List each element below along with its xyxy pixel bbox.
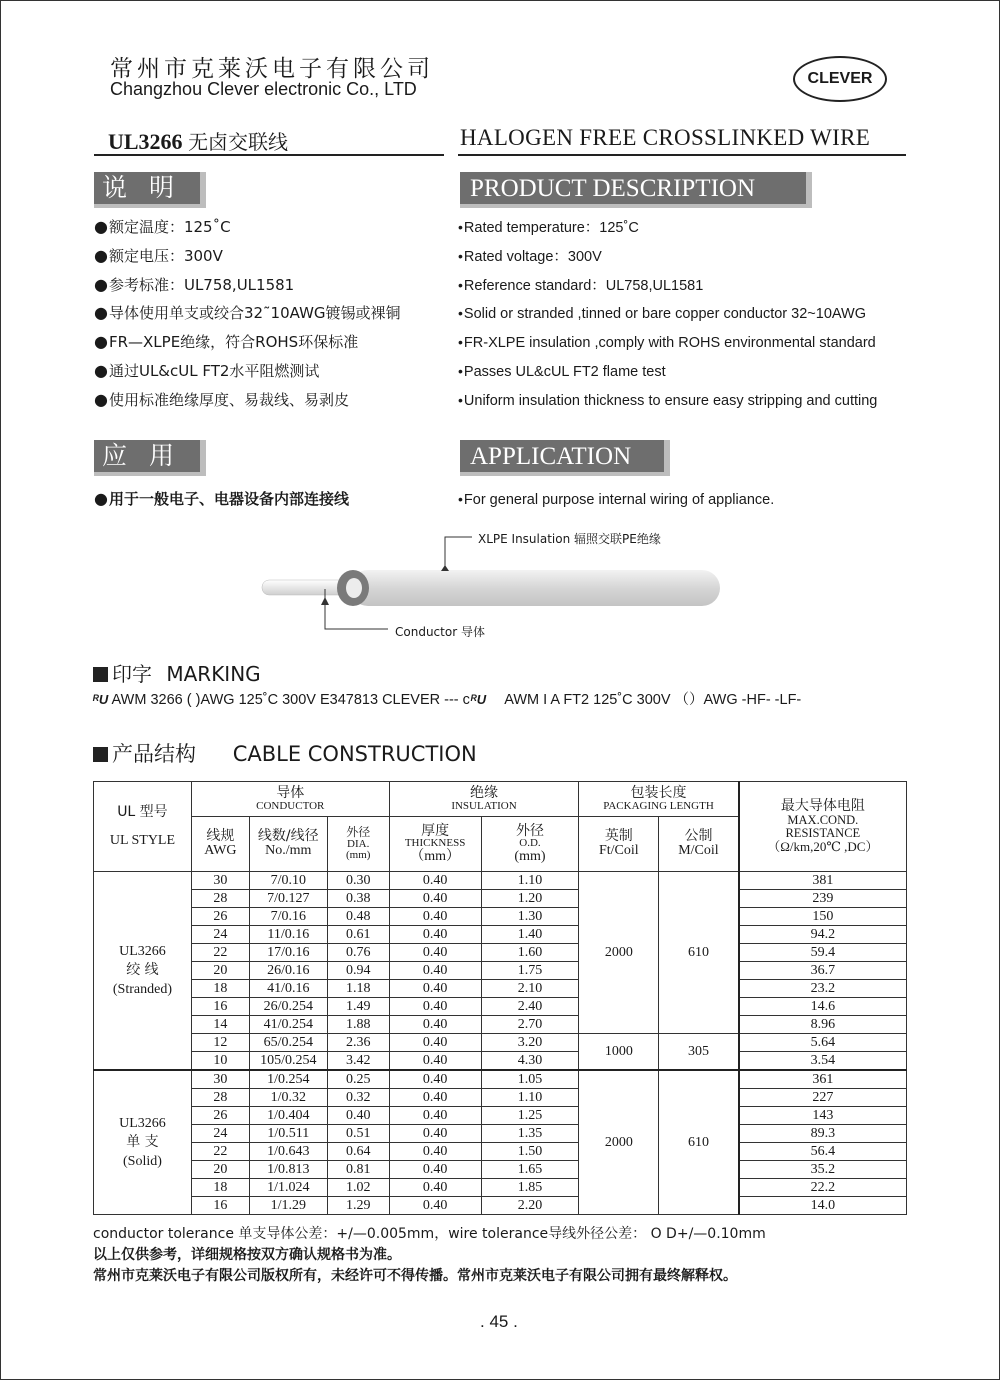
resistance-cell: 150	[739, 908, 907, 926]
table-cell: 3.20	[481, 1034, 579, 1052]
table-cell: 0.40	[327, 1107, 389, 1125]
page-number: . 45 .	[480, 1312, 518, 1331]
table-row	[94, 1143, 907, 1161]
resistance-cell: 3.54	[739, 1052, 907, 1071]
table-cell: 1/0.254	[249, 1070, 327, 1089]
insulation-label: XLPE Insulation 辐照交联PE绝缘	[478, 532, 661, 546]
table-cell: 22	[191, 1143, 249, 1161]
resistance-cell: 94.2	[739, 926, 907, 944]
table-cell: 28	[191, 890, 249, 908]
table-cell: 7/0.127	[249, 890, 327, 908]
table-cell: 17/0.16	[249, 944, 327, 962]
list-item: ● 使用标准绝缘厚度、易裁线、易剥皮	[94, 386, 401, 415]
table-cell: 0.40	[389, 980, 481, 998]
ft-coil-cell: 2000	[579, 1070, 659, 1215]
table-row	[94, 1107, 907, 1125]
conductor-label: Conductor 导体	[395, 625, 485, 639]
table-cell: 1.85	[481, 1179, 579, 1197]
table-row	[94, 890, 907, 908]
table-cell: 0.40	[389, 1070, 481, 1089]
resistance-cell: 14.0	[739, 1197, 907, 1215]
ft-coil-header: 英制 Ft/Coil	[579, 817, 659, 872]
list-item: • FR-XLPE insulation ,comply with ROHS environmental standard	[458, 328, 877, 357]
table-cell: 1.10	[481, 872, 579, 890]
table-cell: 0.40	[389, 926, 481, 944]
list-item: • Rated voltage：300V	[458, 242, 877, 271]
strand-header: 线数/线径 No./mm	[249, 817, 327, 872]
table-cell: 0.32	[327, 1089, 389, 1107]
list-item: ● FR—XLPE绝缘，符合ROHS环保标准	[94, 328, 401, 357]
table-cell: 0.40	[389, 1089, 481, 1107]
copyright-note: 常州市克莱沃电子有限公司版权所有，未经许可不得传播。常州市克莱沃电子有限公司拥有最终解释权。	[93, 1268, 737, 1284]
marking-heading-cn: 印字	[112, 662, 152, 686]
ul-style-header: UL 型号 UL STYLE	[94, 782, 192, 872]
table-row	[94, 1034, 907, 1052]
square-bullet-icon	[93, 667, 108, 682]
table-cell: 7/0.10	[249, 872, 327, 890]
title-rule-left	[94, 154, 444, 156]
application-list-cn	[94, 485, 349, 514]
table-cell: 18	[191, 1179, 249, 1197]
table-cell: 22	[191, 944, 249, 962]
company-name-cn: 常州市克莱沃电子有限公司	[110, 56, 434, 82]
table-cell: 0.40	[389, 908, 481, 926]
logo-text: CLEVER	[807, 70, 873, 87]
table-cell: 0.40	[389, 1197, 481, 1215]
description-list-cn	[94, 213, 401, 415]
table-cell: 0.40	[389, 944, 481, 962]
product-title-en: HALOGEN FREE CROSSLINKED WIRE	[460, 125, 871, 150]
table-cell: 2.40	[481, 998, 579, 1016]
table-cell: 1.29	[327, 1197, 389, 1215]
table-cell: 0.81	[327, 1161, 389, 1179]
table-row	[94, 1070, 907, 1089]
notes	[93, 1224, 766, 1287]
resistance-cell: 89.3	[739, 1125, 907, 1143]
resistance-cell: 143	[739, 1107, 907, 1125]
table-cell: 20	[191, 1161, 249, 1179]
solid-rows	[94, 1070, 907, 1215]
list-item: • Solid or stranded ,tinned or bare copper conductor 32~10AWG	[458, 299, 877, 328]
conductor-end	[346, 578, 362, 598]
table-cell: 30	[191, 872, 249, 890]
table-row	[94, 1125, 907, 1143]
table-cell: 0.48	[327, 908, 389, 926]
table-cell: 1.65	[481, 1161, 579, 1179]
list-item: ● 导体使用单支或绞合32˜10AWG镀锡或裸铜	[94, 299, 401, 328]
description-heading-cn: 说明	[94, 172, 206, 208]
table-cell: 1.18	[327, 980, 389, 998]
table-cell: 7/0.16	[249, 908, 327, 926]
list-item: ● 通过UL&cUL FT2水平阻燃测试	[94, 357, 401, 386]
table-cell: 2.70	[481, 1016, 579, 1034]
wire-diagram	[250, 525, 750, 650]
table-row	[94, 1089, 907, 1107]
table-cell: 0.40	[389, 1179, 481, 1197]
table-cell: 1.20	[481, 890, 579, 908]
resistance-cell: 56.4	[739, 1143, 907, 1161]
list-item: • Rated temperature：125˚C	[458, 213, 877, 242]
description-heading-en: PRODUCT DESCRIPTION	[460, 172, 812, 208]
table-cell: 0.40	[389, 872, 481, 890]
table-row	[94, 872, 907, 890]
table-cell: 41/0.254	[249, 1016, 327, 1034]
table-cell: 28	[191, 1089, 249, 1107]
table-cell: 1.02	[327, 1179, 389, 1197]
model-number: UL3266	[108, 129, 183, 154]
list-item: • Reference standard：UL758,UL1581	[458, 271, 877, 300]
table-cell: 0.51	[327, 1125, 389, 1143]
application-list-en	[458, 485, 774, 514]
ft-coil-cell: 1000	[579, 1034, 659, 1071]
table-cell: 16	[191, 1197, 249, 1215]
table-cell: 65/0.254	[249, 1034, 327, 1052]
list-item: ● 参考标准：UL758,UL1581	[94, 271, 401, 300]
table-cell: 1/1.29	[249, 1197, 327, 1215]
resistance-cell: 14.6	[739, 998, 907, 1016]
table-cell: 1/0.511	[249, 1125, 327, 1143]
resistance-cell: 361	[739, 1070, 907, 1089]
model-name-cn: 无卤交联线	[188, 130, 289, 154]
m-coil-cell: 610	[659, 872, 739, 1034]
table-cell: 2.10	[481, 980, 579, 998]
product-title-cn	[108, 126, 288, 155]
table-row	[94, 1016, 907, 1034]
list-item: ● 额定电压：300V	[94, 242, 401, 271]
resistance-cell: 239	[739, 890, 907, 908]
table-cell: 105/0.254	[249, 1052, 327, 1071]
thickness-header: 厚度 THICKNESS （mm）	[389, 817, 481, 872]
table-cell: 24	[191, 1125, 249, 1143]
application-heading-cn: 应用	[94, 440, 206, 476]
tolerance-note: conductor tolerance 单支导体公差：+/—0.005mm，wire tolerance导线外径公差： O D+/—0.10mm	[93, 1226, 766, 1242]
clever-logo	[793, 56, 887, 102]
ul-recognized-icon: ᴿU	[469, 692, 487, 707]
table-cell: 1.75	[481, 962, 579, 980]
table-cell: 1/1.024	[249, 1179, 327, 1197]
table-row	[94, 926, 907, 944]
insulation-body	[350, 570, 720, 606]
table-cell: 0.40	[389, 962, 481, 980]
ul-recognized-icon: ᴿU	[92, 692, 109, 707]
table-cell: 0.40	[389, 1034, 481, 1052]
table-cell: 0.94	[327, 962, 389, 980]
table-cell: 0.61	[327, 926, 389, 944]
table-cell: 26	[191, 908, 249, 926]
table-cell: 0.40	[389, 1125, 481, 1143]
table-row	[94, 980, 907, 998]
table-row	[94, 908, 907, 926]
resistance-cell: 36.7	[739, 962, 907, 980]
table-cell: 41/0.16	[249, 980, 327, 998]
table-cell: 0.38	[327, 890, 389, 908]
table-cell: 4.30	[481, 1052, 579, 1071]
resistance-cell: 35.2	[739, 1161, 907, 1179]
table-cell: 30	[191, 1070, 249, 1089]
table-cell: 2.20	[481, 1197, 579, 1215]
marking-heading	[93, 658, 261, 687]
table-cell: 1.35	[481, 1125, 579, 1143]
square-bullet-icon	[93, 747, 108, 762]
table-cell: 26/0.254	[249, 998, 327, 1016]
list-item: • Passes UL&cUL FT2 flame test	[458, 357, 877, 386]
table-cell: 12	[191, 1034, 249, 1052]
resistance-cell: 8.96	[739, 1016, 907, 1034]
table-cell: 0.40	[389, 1052, 481, 1071]
table-cell: 1.10	[481, 1089, 579, 1107]
table-cell: 24	[191, 926, 249, 944]
dia-header: 外径 DIA. (mm)	[327, 817, 389, 872]
table-cell: 1/0.643	[249, 1143, 327, 1161]
table-cell: 1.50	[481, 1143, 579, 1161]
m-coil-cell: 305	[659, 1034, 739, 1071]
awg-header: 线规 AWG	[191, 817, 249, 872]
table-cell: 10	[191, 1052, 249, 1071]
table-row	[94, 1161, 907, 1179]
table-cell: 26	[191, 1107, 249, 1125]
table-cell: 0.64	[327, 1143, 389, 1161]
list-item: ● 用于一般电子、电器设备内部连接线	[94, 485, 349, 514]
insulation-leader	[445, 537, 472, 571]
table-row	[94, 944, 907, 962]
table-cell: 1/0.32	[249, 1089, 327, 1107]
conductor-header: 导体 CONDUCTOR	[191, 782, 389, 817]
table-cell: 1.49	[327, 998, 389, 1016]
resistance-cell: 59.4	[739, 944, 907, 962]
marking-text-1: AWM 3266 ( )AWG 125˚C 300V E347813 CLEVER --- c	[111, 692, 470, 708]
table-cell: 1/0.404	[249, 1107, 327, 1125]
resistance-cell: 23.2	[739, 980, 907, 998]
table-cell: 11/0.16	[249, 926, 327, 944]
list-item: ● 额定温度：125˚C	[94, 213, 401, 242]
application-heading-en: APPLICATION	[460, 440, 670, 476]
marking-text-2: AWM I A FT2 125˚C 300V （）AWG -HF- -LF-	[504, 692, 802, 708]
ft-coil-cell: 2000	[579, 872, 659, 1034]
stranded-rows	[94, 872, 907, 1071]
table-cell: 26/0.16	[249, 962, 327, 980]
od-header: 外径 O.D. (mm)	[481, 817, 579, 872]
table-cell: 18	[191, 980, 249, 998]
table-cell: 1.05	[481, 1070, 579, 1089]
table-cell: 0.40	[389, 1143, 481, 1161]
table-cell: 0.76	[327, 944, 389, 962]
m-coil-header: 公制 M/Coil	[659, 817, 739, 872]
table-row	[94, 1179, 907, 1197]
style-group-label: UL3266 绞 线 (Stranded)	[94, 872, 192, 1071]
table-cell: 0.40	[389, 890, 481, 908]
resistance-cell: 227	[739, 1089, 907, 1107]
table-cell: 2.36	[327, 1034, 389, 1052]
table-cell: 14	[191, 1016, 249, 1034]
cable-construction-table	[93, 781, 907, 1215]
table-cell: 0.40	[389, 998, 481, 1016]
m-coil-cell: 610	[659, 1070, 739, 1215]
list-item: • For general purpose internal wiring of appliance.	[458, 485, 774, 514]
resistance-cell: 381	[739, 872, 907, 890]
marking-heading-en: MARKING	[166, 662, 261, 686]
table-cell: 1/0.813	[249, 1161, 327, 1179]
table-row	[94, 962, 907, 980]
table-cell: 16	[191, 998, 249, 1016]
table-cell: 1.88	[327, 1016, 389, 1034]
table-cell: 3.42	[327, 1052, 389, 1071]
resistance-header: 最大导体电阻 MAX.COND. RESISTANCE （Ω/km,20℃ ,DC）	[739, 782, 907, 872]
table-cell: 0.25	[327, 1070, 389, 1089]
marking-text	[92, 688, 801, 709]
table-cell: 20	[191, 962, 249, 980]
construction-heading-cn: 产品结构	[112, 742, 196, 766]
reference-note: 以上仅供参考，详细规格按双方确认规格书为准。	[93, 1247, 401, 1263]
description-list-en	[458, 213, 877, 415]
packaging-header: 包装长度 PACKAGING LENGTH	[579, 782, 739, 817]
table-cell: 0.40	[389, 1107, 481, 1125]
construction-heading	[93, 738, 477, 768]
construction-heading-en: CABLE CONSTRUCTION	[232, 742, 477, 766]
table-cell: 1.25	[481, 1107, 579, 1125]
table-row	[94, 1052, 907, 1071]
style-group-label: UL3266 单 支 (Solid)	[94, 1070, 192, 1215]
resistance-cell: 22.2	[739, 1179, 907, 1197]
table-cell: 0.30	[327, 872, 389, 890]
table-cell: 0.40	[389, 1016, 481, 1034]
table-row	[94, 998, 907, 1016]
resistance-cell: 5.64	[739, 1034, 907, 1052]
title-rule-right	[458, 154, 906, 156]
table-cell: 0.40	[389, 1161, 481, 1179]
company-name-en: Changzhou Clever electronic Co., LTD	[110, 79, 417, 99]
insulation-header: 绝缘 INSULATION	[389, 782, 579, 817]
table-cell: 1.60	[481, 944, 579, 962]
table-cell: 1.40	[481, 926, 579, 944]
list-item: • Uniform insulation thickness to ensure easy stripping and cutting	[458, 386, 877, 415]
table-cell: 1.30	[481, 908, 579, 926]
table-row	[94, 1197, 907, 1215]
